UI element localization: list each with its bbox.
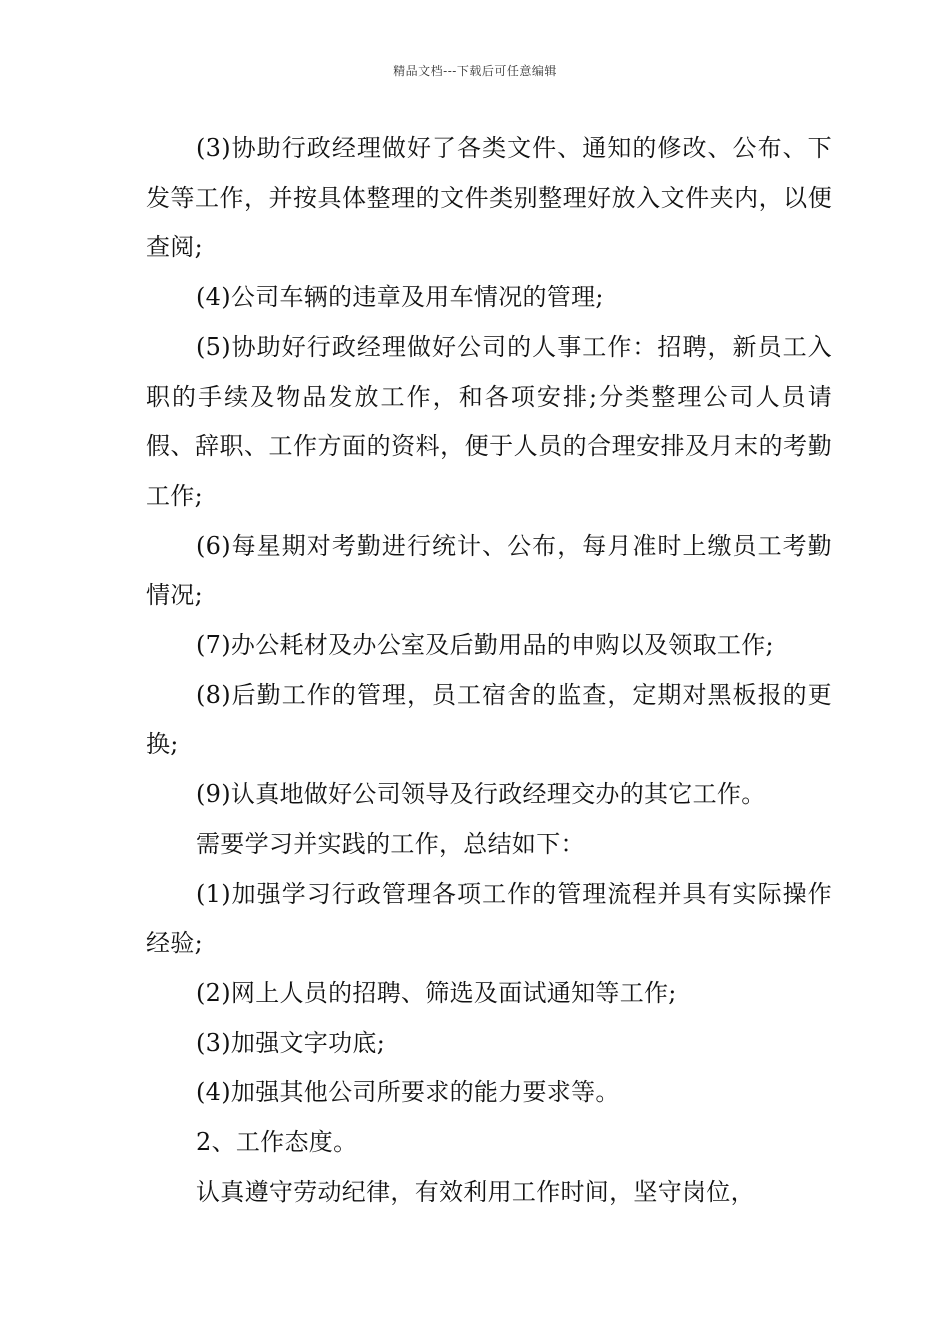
- paragraph-11: (3)加强文字功底;: [196, 1028, 386, 1057]
- paragraph-13: 2、工作态度。: [196, 1128, 358, 1157]
- paragraph-14: 认真遵守劳动纪律，有效利用工作时间，坚守岗位，: [196, 1177, 755, 1206]
- paragraph-2: (4)公司车辆的违章及用车情况的管理;: [196, 283, 604, 312]
- paragraph-4: (6)每星期对考勤进行统计、公布，每月准时上缴员工考勤情况;: [146, 531, 832, 610]
- paragraph-12: (4)加强其他公司所要求的能力要求等。: [196, 1078, 620, 1107]
- paragraph-10: (2)网上人员的招聘、筛选及面试通知等工作;: [196, 978, 677, 1007]
- document-body: [146, 124, 832, 1217]
- paragraph-5: (7)办公耗材及办公室及后勤用品的申购以及领取工作;: [196, 631, 774, 660]
- paragraph-8: 需要学习并实践的工作，总结如下：: [196, 829, 585, 858]
- page-header: 精品文档---下载后可任意编辑: [393, 64, 557, 78]
- paragraph-7: (9)认真地做好公司领导及行政经理交办的其它工作。: [196, 780, 766, 809]
- paragraph-9: (1)加强学习行政管理各项工作的管理流程并具有实际操作经验;: [146, 879, 832, 958]
- paragraph-1: (3)协助行政经理做好了各类文件、通知的修改、公布、下发等工作，并按具体整理的文件类别整理好放入文件夹内，以便查阅;: [146, 134, 832, 262]
- paragraph-6: (8)后勤工作的管理，员工宿舍的监查，定期对黑板报的更换;: [146, 680, 832, 759]
- paragraph-3: (5)协助好行政经理做好公司的人事工作：招聘，新员工入职的手续及物品发放工作，和各项安排;分类整理公司人员请假、辞职、工作方面的资料，便于人员的合理安排及月末的考勤工作;: [146, 332, 832, 510]
